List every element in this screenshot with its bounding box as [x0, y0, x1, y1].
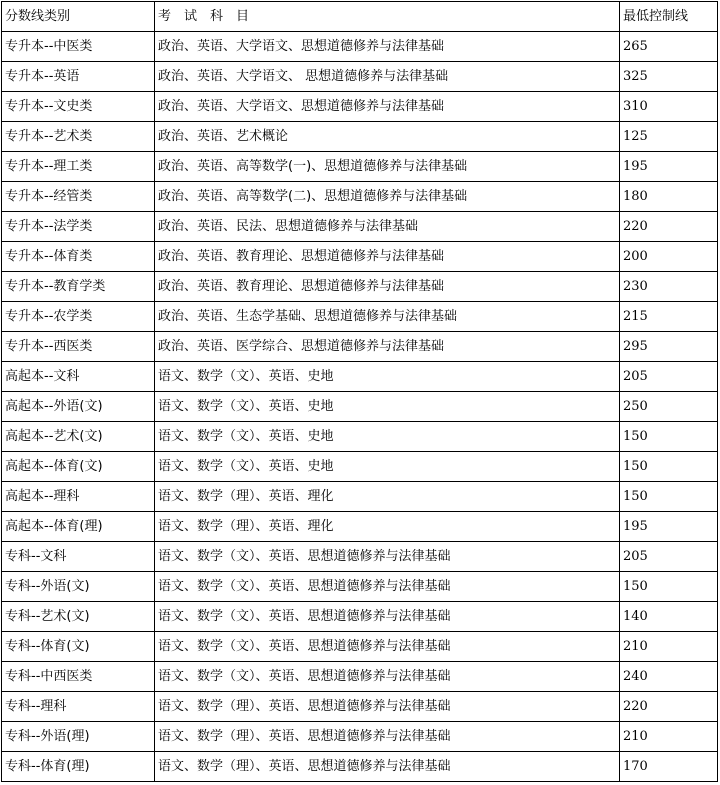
min-score-cell: 240 [620, 662, 718, 692]
table-row [2, 332, 718, 362]
min-score-cell: 325 [620, 62, 718, 92]
category-cell: 专科--艺术(文) [2, 602, 155, 632]
subjects-cell: 政治、英语、艺术概论 [155, 122, 620, 152]
min-score-cell: 195 [620, 512, 718, 542]
table-row [2, 452, 718, 482]
min-score-cell: 205 [620, 362, 718, 392]
subjects-cell: 语文、数学（文）、英语、思想道德修养与法律基础 [155, 662, 620, 692]
table-row [2, 752, 718, 782]
category-cell: 专升本--体育类 [2, 242, 155, 272]
subjects-cell: 政治、英语、大学语文、思想道德修养与法律基础 [155, 32, 620, 62]
min-score-cell: 150 [620, 452, 718, 482]
table-row [2, 722, 718, 752]
table-row [2, 272, 718, 302]
min-score-cell: 215 [620, 302, 718, 332]
table-row [2, 182, 718, 212]
table-body [2, 32, 718, 782]
subjects-cell: 语文、数学（文）、英语、思想道德修养与法律基础 [155, 542, 620, 572]
table-row [2, 482, 718, 512]
subjects-cell: 政治、英语、高等数学(一)、思想道德修养与法律基础 [155, 152, 620, 182]
min-score-cell: 295 [620, 332, 718, 362]
subjects-cell: 政治、英语、教育理论、思想道德修养与法律基础 [155, 272, 620, 302]
table-row [2, 152, 718, 182]
min-score-cell: 200 [620, 242, 718, 272]
score-table [1, 1, 718, 782]
table-row [2, 542, 718, 572]
table-row [2, 212, 718, 242]
table-row [2, 572, 718, 602]
category-cell: 专升本--西医类 [2, 332, 155, 362]
category-cell: 专升本--农学类 [2, 302, 155, 332]
subjects-cell: 语文、数学（文）、英语、思想道德修养与法律基础 [155, 602, 620, 632]
subjects-cell: 语文、数学（理）、英语、思想道德修养与法律基础 [155, 722, 620, 752]
min-score-cell: 210 [620, 632, 718, 662]
subjects-cell: 语文、数学（文）、英语、思想道德修养与法律基础 [155, 632, 620, 662]
min-score-cell: 210 [620, 722, 718, 752]
subjects-cell: 政治、英语、教育理论、思想道德修养与法律基础 [155, 242, 620, 272]
category-cell: 专科--理科 [2, 692, 155, 722]
subjects-cell: 语文、数学（理）、英语、理化 [155, 512, 620, 542]
min-score-cell: 250 [620, 392, 718, 422]
category-cell: 专科--外语(文) [2, 572, 155, 602]
subjects-cell: 语文、数学（理）、英语、理化 [155, 482, 620, 512]
subjects-cell: 语文、数学（文）、英语、史地 [155, 392, 620, 422]
table-row [2, 692, 718, 722]
table-row [2, 392, 718, 422]
subjects-cell: 语文、数学（文）、英语、史地 [155, 422, 620, 452]
min-score-cell: 230 [620, 272, 718, 302]
min-score-cell: 170 [620, 752, 718, 782]
table-row [2, 662, 718, 692]
min-score-cell: 205 [620, 542, 718, 572]
header-category: 分数线类别 [2, 2, 155, 32]
table-row [2, 512, 718, 542]
min-score-cell: 220 [620, 212, 718, 242]
subjects-cell: 政治、英语、生态学基础、思想道德修养与法律基础 [155, 302, 620, 332]
table-row [2, 92, 718, 122]
category-cell: 专升本--艺术类 [2, 122, 155, 152]
subjects-cell: 语文、数学（理）、英语、思想道德修养与法律基础 [155, 752, 620, 782]
category-cell: 高起本--文科 [2, 362, 155, 392]
category-cell: 专科--体育(理) [2, 752, 155, 782]
category-cell: 高起本--外语(文) [2, 392, 155, 422]
table-row [2, 302, 718, 332]
category-cell: 专升本--教育学类 [2, 272, 155, 302]
min-score-cell: 140 [620, 602, 718, 632]
table-row [2, 602, 718, 632]
category-cell: 高起本--理科 [2, 482, 155, 512]
min-score-cell: 220 [620, 692, 718, 722]
category-cell: 专科--中西医类 [2, 662, 155, 692]
category-cell: 专升本--英语 [2, 62, 155, 92]
table-row [2, 122, 718, 152]
category-cell: 高起本--体育(理) [2, 512, 155, 542]
subjects-cell: 语文、数学（文）、英语、史地 [155, 362, 620, 392]
min-score-cell: 150 [620, 422, 718, 452]
subjects-cell: 政治、英语、民法、思想道德修养与法律基础 [155, 212, 620, 242]
subjects-cell: 语文、数学（文）、英语、史地 [155, 452, 620, 482]
min-score-cell: 195 [620, 152, 718, 182]
min-score-cell: 265 [620, 32, 718, 62]
category-cell: 专升本--经管类 [2, 182, 155, 212]
table-row [2, 422, 718, 452]
table-row [2, 242, 718, 272]
min-score-cell: 150 [620, 572, 718, 602]
subjects-cell: 政治、英语、大学语文、 思想道德修养与法律基础 [155, 62, 620, 92]
header-row [2, 2, 718, 32]
subjects-cell: 语文、数学（理）、英语、思想道德修养与法律基础 [155, 692, 620, 722]
category-cell: 专科--外语(理) [2, 722, 155, 752]
header-min-score: 最低控制线 [620, 2, 718, 32]
category-cell: 专升本--中医类 [2, 32, 155, 62]
category-cell: 专升本--文史类 [2, 92, 155, 122]
table-row [2, 62, 718, 92]
category-cell: 专升本--理工类 [2, 152, 155, 182]
min-score-cell: 180 [620, 182, 718, 212]
category-cell: 专科--文科 [2, 542, 155, 572]
category-cell: 高起本--体育(文) [2, 452, 155, 482]
category-cell: 专科--体育(文) [2, 632, 155, 662]
subjects-cell: 政治、英语、大学语文、思想道德修养与法律基础 [155, 92, 620, 122]
header-subjects: 考 试 科 目 [155, 2, 620, 32]
table-row [2, 632, 718, 662]
table-row [2, 32, 718, 62]
subjects-cell: 政治、英语、高等数学(二)、思想道德修养与法律基础 [155, 182, 620, 212]
subjects-cell: 政治、英语、医学综合、思想道德修养与法律基础 [155, 332, 620, 362]
category-cell: 高起本--艺术(文) [2, 422, 155, 452]
subjects-cell: 语文、数学（文）、英语、思想道德修养与法律基础 [155, 572, 620, 602]
min-score-cell: 310 [620, 92, 718, 122]
min-score-cell: 125 [620, 122, 718, 152]
category-cell: 专升本--法学类 [2, 212, 155, 242]
min-score-cell: 150 [620, 482, 718, 512]
table-row [2, 362, 718, 392]
